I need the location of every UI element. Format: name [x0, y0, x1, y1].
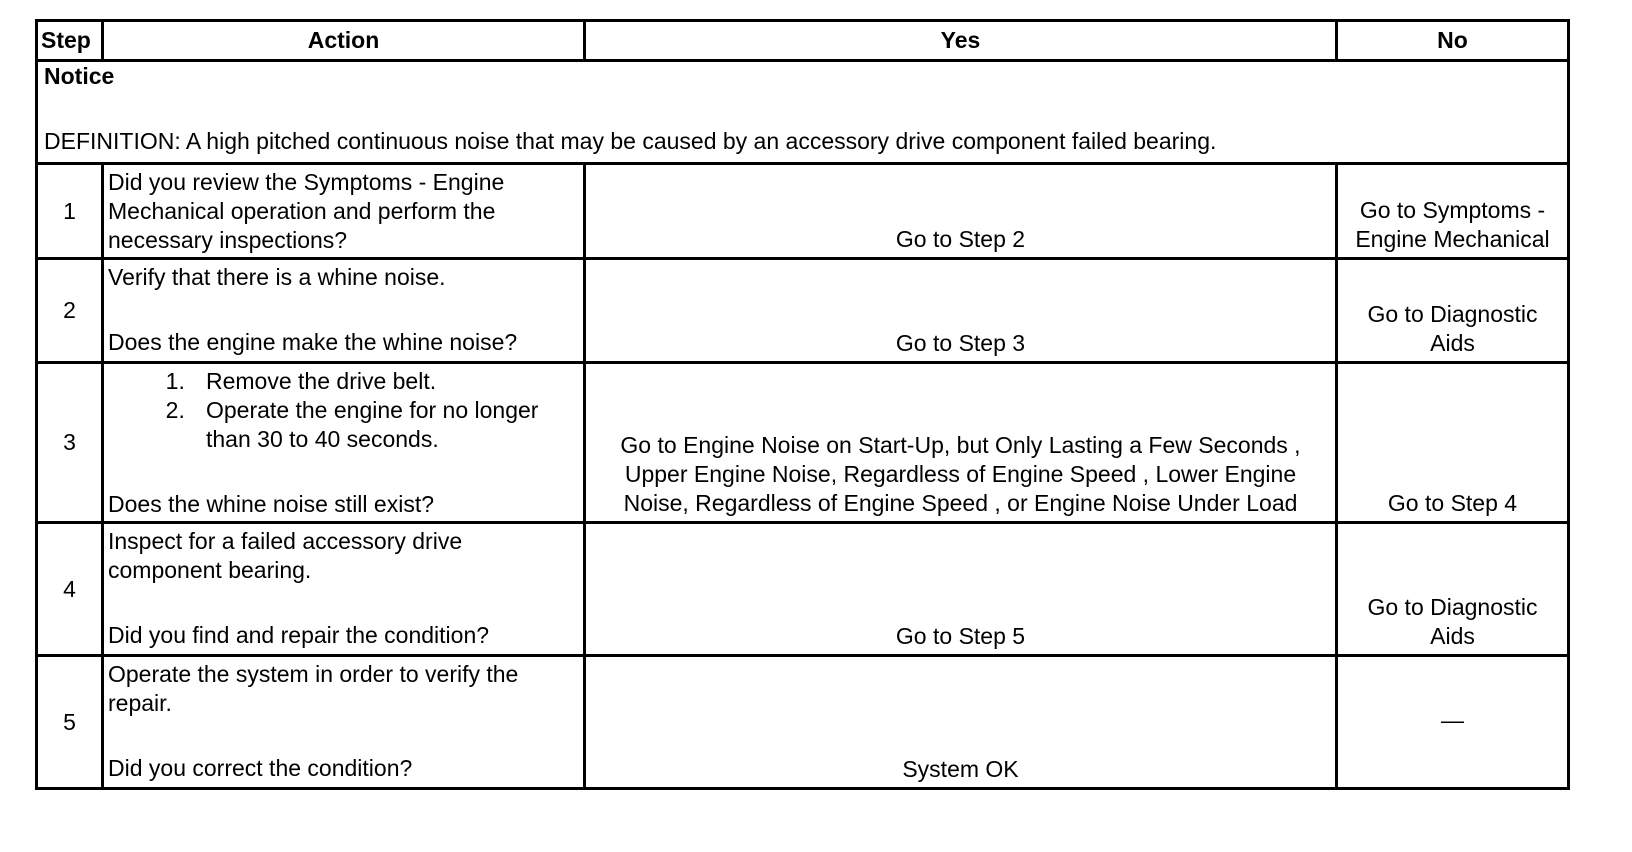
header-action: Action [103, 21, 585, 61]
no-cell: Go to Diagnostic Aids [1337, 523, 1569, 656]
step-number: 4 [37, 523, 103, 656]
action-text: Inspect for a failed accessory drive component bearing. [108, 528, 463, 583]
diagnostic-table [35, 19, 1570, 790]
yes-cell: Go to Step 3 [585, 259, 1337, 363]
step-number: 1 [37, 164, 103, 259]
action-text: Operate the system in order to verify the repair. [108, 661, 519, 716]
header-no: No [1337, 21, 1569, 61]
notice-title: Notice [44, 63, 115, 89]
yes-cell: System OK [585, 656, 1337, 789]
table-row [37, 523, 1569, 656]
action-text: Did you review the Symptoms - Engine Mechanical operation and perform the necessary inspections? [108, 169, 505, 253]
sub-step-list [108, 367, 579, 454]
header-step: Step [37, 21, 103, 61]
notice-cell [37, 61, 1569, 164]
table-row [37, 656, 1569, 789]
table-row [37, 259, 1569, 363]
notice-definition: DEFINITION: A high pitched continuous noise that may be caused by an accessory drive component failed bearing. [44, 128, 1217, 154]
sub-step: 2. Operate the engine for no longer than 30 to 40 seconds. [204, 396, 579, 454]
action-question: Does the engine make the whine noise? [108, 329, 518, 355]
header-row [37, 21, 1569, 61]
yes-cell: Go to Step 2 [585, 164, 1337, 259]
action-question: Did you find and repair the condition? [108, 622, 490, 648]
action-cell [103, 363, 585, 523]
action-question: Did you correct the condition? [108, 755, 413, 781]
action-cell [103, 259, 585, 363]
yes-cell: Go to Step 5 [585, 523, 1337, 656]
table-row [37, 164, 1569, 259]
no-cell: Go to Symptoms - Engine Mechanical [1337, 164, 1569, 259]
no-cell: Go to Step 4 [1337, 363, 1569, 523]
header-yes: Yes [585, 21, 1337, 61]
no-cell: — [1337, 656, 1569, 789]
table-row [37, 363, 1569, 523]
no-cell: Go to Diagnostic Aids [1337, 259, 1569, 363]
yes-cell: Go to Engine Noise on Start-Up, but Only Lasting a Few Seconds , Upper Engine Noise, Regardless of Engine Speed , Lower Engine Noise, Regardless of Engine Speed , or Engine Noise Under Load [585, 363, 1337, 523]
notice-row [37, 61, 1569, 164]
action-text: Verify that there is a whine noise. [108, 264, 446, 290]
step-number: 3 [37, 363, 103, 523]
sub-step: 1. Remove the drive belt. [204, 367, 579, 396]
action-cell [103, 523, 585, 656]
step-number: 5 [37, 656, 103, 789]
action-cell [103, 656, 585, 789]
action-question: Does the whine noise still exist? [108, 491, 434, 517]
step-number: 2 [37, 259, 103, 363]
action-cell [103, 164, 585, 259]
